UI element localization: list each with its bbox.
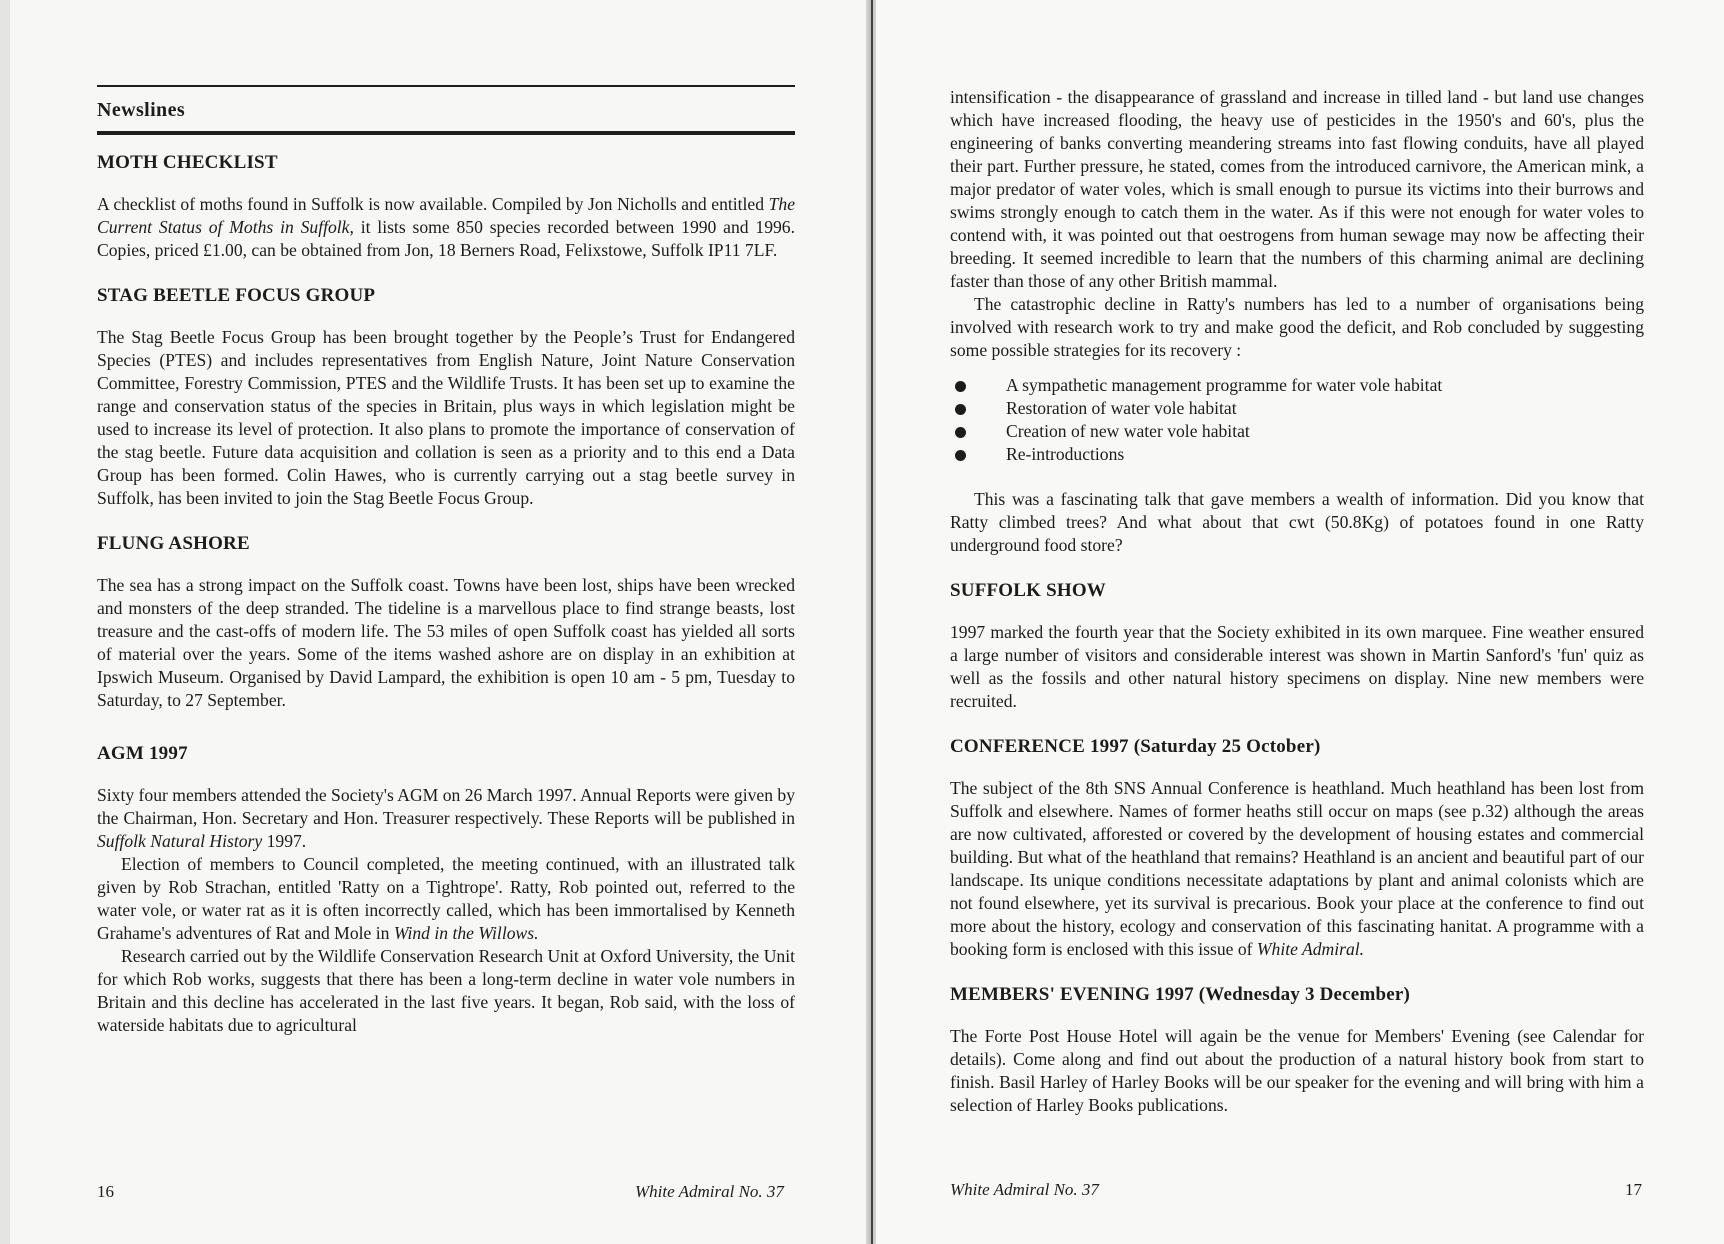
members-evening-text: The Forte Post House Hotel will again be the venue for Members' Evening (see Calendar for details). Come along and find out about the production of a natural history book from start to finish. Basil Harley of Harley Books will be our speaker for the evening and will bring with him a selection of Harley Books publications. (950, 1026, 1644, 1115)
agm-paragraph-3: Research carried out by the Wildlife Conservation Research Unit at Oxford University, the Unit for which Rob works, suggests that there has been a long-term decline in water vole numbers in Britain and this decline has accelerated in the last five years. It began, Rob said, with the loss of waterside habitats due to agricultural (97, 946, 795, 1035)
list-item-label: Restoration of water vole habitat (1006, 398, 1237, 418)
list-item (950, 374, 1644, 397)
conference-text (950, 777, 1644, 961)
header-rule-top (97, 85, 795, 87)
suffolk-show-heading: SUFFOLK SHOW (950, 580, 1107, 601)
conference-heading: CONFERENCE 1997 (Saturday 25 October) (950, 736, 1321, 757)
list-item-label: Creation of new water vole habitat (1006, 421, 1250, 441)
running-head: Newslines (97, 99, 186, 121)
bullet-icon (955, 450, 966, 461)
agm-p1-text-1: Sixty four members attended the Society's AGM on 26 March 1997. Annual Reports were given by the Chairman, Hon. Secretary and Hon. Treasurer respectively. These Reports will be published in (97, 785, 796, 828)
moth-publication-title: The Current Status of Moths in Suffolk (97, 194, 795, 237)
left-page-column (97, 85, 795, 1037)
suffolk-show-text: 1997 marked the fourth year that the Society exhibited in its own marquee. Fine weather ensured a large number of visitors and considerable interest was shown in Martin Sanford's 'fun' quiz as well as the fossils and other natural history specimens on display. Nine new members were recruited. (950, 622, 1644, 711)
bullet-icon (955, 381, 966, 392)
moth-checklist-text (97, 193, 795, 262)
bullet-icon (955, 427, 966, 438)
moth-text-part-1: A checklist of moths found in Suffolk is now available. Compiled by Jon Nicholls and entitled (97, 194, 769, 214)
moth-text-part-2: , it lists some 850 species recorded between 1990 and 1996. Copies, priced £1.00, can be obtained from Jon, 18 Berners Road, Felixstowe, Suffolk IP11 7LF. (97, 217, 795, 260)
bullet-icon (955, 404, 966, 415)
header-rule-bottom (97, 131, 795, 135)
list-item (950, 397, 1644, 420)
recovery-strategies-list (950, 374, 1644, 466)
right-page-number: 17 (1625, 1180, 1642, 1199)
agm-paragraph-1 (97, 784, 795, 853)
agm-p2-italic: Wind in the Willows. (393, 923, 539, 943)
ratty-closing-text: This was a fascinating talk that gave members a wealth of information. Did you know that Ratty climbed trees? And what about that cwt (50.8Kg) of potatoes found in one Ratty underground food store? (950, 489, 1644, 555)
spine-fold-line (871, 0, 873, 1244)
stag-beetle-heading: STAG BEETLE FOCUS GROUP (97, 285, 376, 306)
agm-p1-text-2: 1997. (262, 831, 307, 851)
agm-heading: AGM 1997 (97, 743, 188, 764)
list-item (950, 443, 1644, 466)
list-item-label: A sympathetic management programme for water vole habitat (1006, 375, 1443, 395)
members-evening-heading: MEMBERS' EVENING 1997 (Wednesday 3 December) (950, 984, 1411, 1005)
conference-text-body: The subject of the 8th SNS Annual Conference is heathland. Much heathland has been lost from Suffolk and elsewhere. Names of former heaths still occur on maps (see p.32) although the areas are now cultivated, afforested or covered by the development of housing estates and commercial building. But what of the heathland that remains? Heathland is an ancient and beautiful part of our landscape. Its unique conditions necessitate adaptations by plant and animal colonists which are not found elsewhere, yet its survival is precarious. Book your place at the conference to find out more about the history, ecology and conservation of this fascinating hanitat. A programme with a booking form is enclosed with this issue of (950, 778, 1644, 959)
ratty-continued-text: intensification - the disappearance of grassland and increase in tilled land - but land use changes which have increased flooding, the heavy use of pesticides in the 1950's and 60's, plus the engineering of banks converting meandering streams into fast flowing conduits, have all played their part. Further pressure, he stated, comes from the introduced carnivore, the American mink, a major predator of water voles, which is small enough to pursue its victims into their burrows and swims strongly enough to catch them in the water. As if this were not enough for water voles to contend with, it was pointed out that oestrogens from human sewage may now be affecting their breeding. It seemed incredible to learn that the numbers of this charming animal are declining faster than those of any other British mammal. (950, 87, 1644, 291)
left-page-number: 16 (97, 1182, 114, 1201)
list-item-label: Re-introductions (1006, 444, 1125, 464)
left-folio-title: White Admiral No. 37 (635, 1182, 784, 1201)
stag-beetle-text: The Stag Beetle Focus Group has been brought together by the People’s Trust for Endangered Species (PTES) and includes representatives from English Nature, Joint Nature Conservation Committee, Forestry Commission, PTES and the Wildlife Trusts. It has been set up to examine the range and conservation status of the species in Britain, plus ways in which legislation might be used to increase its level of protection. It also plans to promote the importance of conservation of the stag beetle. Future data acquisition and collation is seen as a priority and to this end a Data Group has been formed. Colin Hawes, who is currently carrying out a stag beetle survey in Suffolk, has been invited to join the Stag Beetle Focus Group. (97, 327, 795, 508)
conference-italic-title: White Admiral. (1256, 939, 1365, 959)
agm-paragraph-2 (97, 853, 795, 945)
moth-checklist-heading: MOTH CHECKLIST (97, 152, 278, 173)
ratty-recovery-intro: The catastrophic decline in Ratty's numbers has led to a number of organisations being involved with research work to try and make good the deficit, and Rob concluded by suggesting some possible strategies for its recovery : (950, 294, 1644, 360)
agm-p2-text: Election of members to Council completed, the meeting continued, with an illustrated talk given by Rob Strachan, entitled 'Ratty on a Tightrope'. Ratty, Rob pointed out, referred to the water vole, or water rat as it is often incorrectly called, which has been immortalised by Kenneth Grahame's adventures of Rat and Mole in (97, 854, 795, 943)
right-folio-title: White Admiral No. 37 (950, 1180, 1099, 1199)
flung-ashore-text: The sea has a strong impact on the Suffolk coast. Towns have been lost, ships have been wrecked and monsters of the deep stranded. The tideline is a marvellous place to find strange beasts, lost treasure and the cast-offs of modern life. The 53 miles of open Suffolk coast has yielded all sorts of material over the years. Some of the items washed ashore are on display in an exhibition at Ipswich Museum. Organised by David Lampard, the exhibition is open 10 am - 5 pm, Tuesday to Saturday, to 27 September. (97, 575, 795, 710)
list-item (950, 420, 1644, 443)
flung-ashore-heading: FLUNG ASHORE (97, 533, 250, 554)
right-page-column (950, 86, 1644, 1117)
agm-p1-italic: Suffolk Natural History (97, 831, 263, 851)
